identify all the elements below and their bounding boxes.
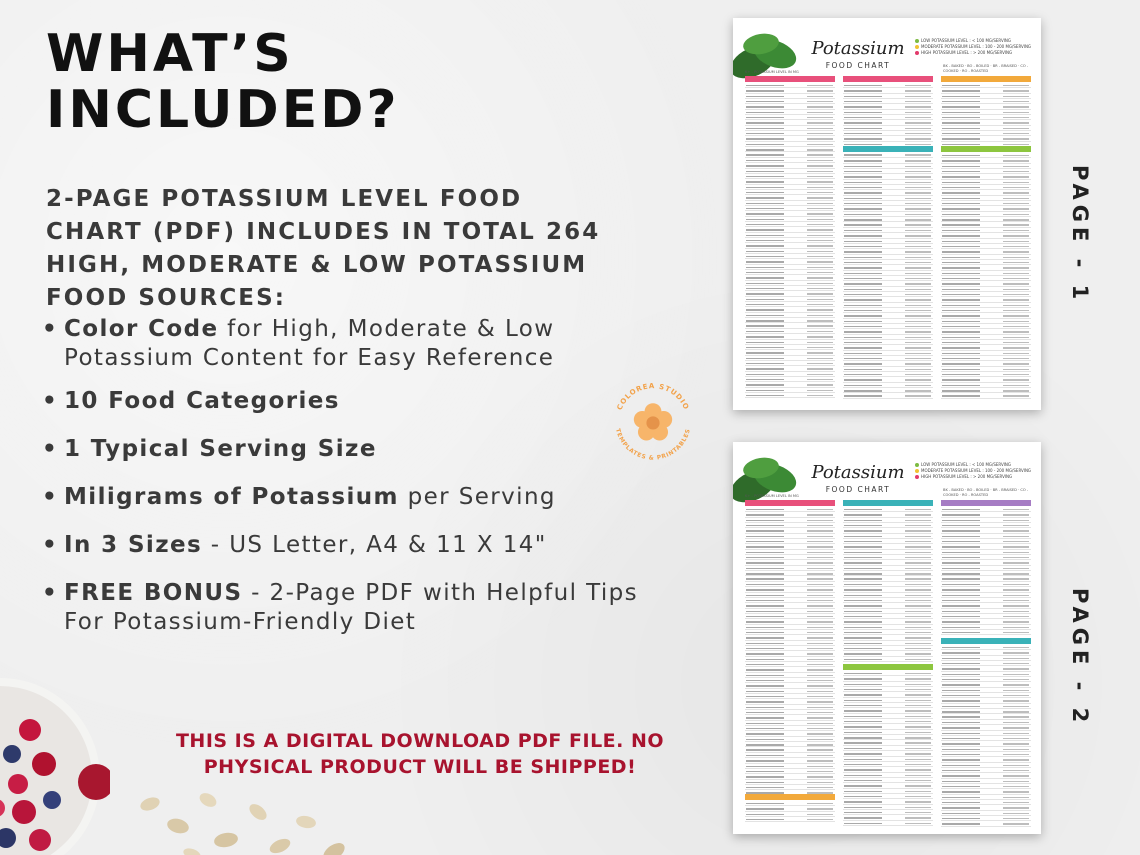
brand-badge-logo bbox=[606, 375, 700, 469]
chart-title: Potassium bbox=[811, 462, 905, 483]
legend-low-text: LOW POTASSIUM LEVEL : < 100 MG/SERVING bbox=[921, 38, 1011, 43]
feature-text: - US Letter, A4 & 11 X 14" bbox=[202, 532, 547, 558]
category-header bbox=[843, 500, 933, 506]
badge-bottom-text: TEMPLATES & PRINTABLES bbox=[614, 428, 692, 462]
food-row bbox=[843, 393, 933, 398]
category-header bbox=[745, 794, 835, 800]
chart-page-1-preview bbox=[733, 18, 1041, 410]
oat-flakes-image bbox=[130, 782, 360, 855]
feature-item bbox=[42, 387, 652, 416]
feature-text: per Serving bbox=[398, 484, 556, 510]
legend-moderate-text: MODERATE POTASSIUM LEVEL : 100 - 200 MG/SERVING bbox=[921, 44, 1032, 49]
food-category-column bbox=[843, 146, 933, 399]
feature-item bbox=[42, 483, 652, 512]
legend-high bbox=[915, 474, 1031, 480]
legend-high-text: HIGH POTASSIUM LEVEL : > 200 MG/SERVING bbox=[921, 474, 1013, 479]
headline-line-1: WHAT’S bbox=[46, 24, 294, 84]
headline bbox=[46, 26, 400, 138]
moderate-swatch-icon bbox=[915, 45, 919, 49]
abbreviation-key: BK - BAKED · BO - BOILED · BR - BRAISED · CO - COOKED · RO - ROASTED bbox=[943, 64, 1029, 73]
category-header bbox=[843, 76, 933, 82]
bullet-mark: • bbox=[42, 532, 59, 558]
category-header bbox=[941, 500, 1031, 506]
page-2-label: PAGE - 2 bbox=[1068, 588, 1092, 728]
feature-bold: 10 Food Categories bbox=[64, 388, 340, 414]
feature-item bbox=[42, 435, 652, 464]
food-row bbox=[941, 821, 1031, 826]
food-row bbox=[941, 393, 1031, 398]
abbreviation-key: BK - BAKED · BO - BOILED · BR - BRAISED · CO - COOKED · RO - ROASTED bbox=[943, 488, 1029, 497]
feature-list bbox=[42, 315, 652, 656]
feature-text: - 2-Page PDF with Helpful Tips For Potassium-Friendly Diet bbox=[64, 580, 639, 635]
food-category-column bbox=[941, 76, 1031, 147]
badge-top-text: COLOREA STUDIO bbox=[614, 381, 692, 412]
legend-low-text: LOW POTASSIUM LEVEL : < 100 MG/SERVING bbox=[921, 462, 1011, 467]
moderate-swatch-icon bbox=[915, 469, 919, 473]
food-category-column bbox=[745, 794, 835, 822]
berry-bowl-image bbox=[0, 668, 110, 855]
category-header bbox=[941, 76, 1031, 82]
food-category-column bbox=[745, 76, 835, 398]
legend-high-text: HIGH POTASSIUM LEVEL : > 200 MG/SERVING bbox=[921, 50, 1013, 55]
feature-bold: 1 Typical Serving Size bbox=[64, 436, 377, 462]
feature-item bbox=[42, 579, 652, 637]
digital-download-notice: THIS IS A DIGITAL DOWNLOAD PDF FILE. NO PHYSICAL PRODUCT WILL BE SHIPPED! bbox=[175, 730, 665, 778]
unit-note: K+ - POTASSIUM LEVEL IN MG bbox=[745, 494, 799, 498]
feature-text: for High, Moderate & Low Potassium Content for Easy Reference bbox=[64, 316, 555, 371]
feature-bold: Color Code bbox=[64, 316, 219, 342]
page-1-label: PAGE - 1 bbox=[1068, 165, 1092, 305]
chart-subtitle: FOOD CHART bbox=[825, 485, 891, 494]
bullet-mark: • bbox=[42, 316, 59, 342]
color-legend bbox=[915, 462, 1031, 480]
category-header bbox=[745, 500, 835, 506]
food-category-column bbox=[843, 664, 933, 826]
feature-bold: Miligrams of Potassium bbox=[64, 484, 399, 510]
food-category-column bbox=[941, 500, 1031, 635]
food-row bbox=[941, 630, 1031, 635]
bullet-mark: • bbox=[42, 580, 59, 606]
subheading: 2-PAGE POTASSIUM LEVEL FOOD CHART (PDF) INCLUDES IN TOTAL 264 HIGH, MODERATE & LOW POTASSIUM FOOD SOURCES: bbox=[46, 186, 601, 311]
category-header bbox=[941, 146, 1031, 152]
flower-icon bbox=[634, 403, 672, 440]
bullet-mark: • bbox=[42, 436, 59, 462]
feature-item bbox=[42, 315, 652, 373]
bullet-mark: • bbox=[42, 484, 59, 510]
high-swatch-icon bbox=[915, 475, 919, 479]
feature-item bbox=[42, 531, 652, 560]
legend-high bbox=[915, 50, 1031, 56]
category-header bbox=[843, 146, 933, 152]
food-row bbox=[745, 393, 835, 398]
unit-note: K+ - POTASSIUM LEVEL IN MG bbox=[745, 70, 799, 74]
legend-moderate-text: MODERATE POTASSIUM LEVEL : 100 - 200 MG/SERVING bbox=[921, 468, 1032, 473]
feature-bold: FREE BONUS bbox=[64, 580, 243, 606]
chart-title: Potassium bbox=[811, 38, 905, 59]
low-swatch-icon bbox=[915, 463, 919, 467]
food-row bbox=[843, 821, 933, 826]
food-category-column bbox=[843, 500, 933, 667]
category-header bbox=[941, 638, 1031, 644]
category-header bbox=[843, 664, 933, 670]
food-category-column bbox=[941, 638, 1031, 827]
chart-page-2-preview bbox=[733, 442, 1041, 834]
chart-subtitle: FOOD CHART bbox=[825, 61, 891, 70]
food-row bbox=[745, 817, 835, 822]
food-category-column bbox=[941, 146, 1031, 399]
bullet-mark: • bbox=[42, 388, 59, 414]
feature-bold: In 3 Sizes bbox=[64, 532, 203, 558]
low-swatch-icon bbox=[915, 39, 919, 43]
headline-line-2: INCLUDED? bbox=[46, 80, 400, 140]
high-swatch-icon bbox=[915, 51, 919, 55]
food-category-column bbox=[745, 500, 835, 796]
category-header bbox=[745, 76, 835, 82]
color-legend bbox=[915, 38, 1031, 56]
